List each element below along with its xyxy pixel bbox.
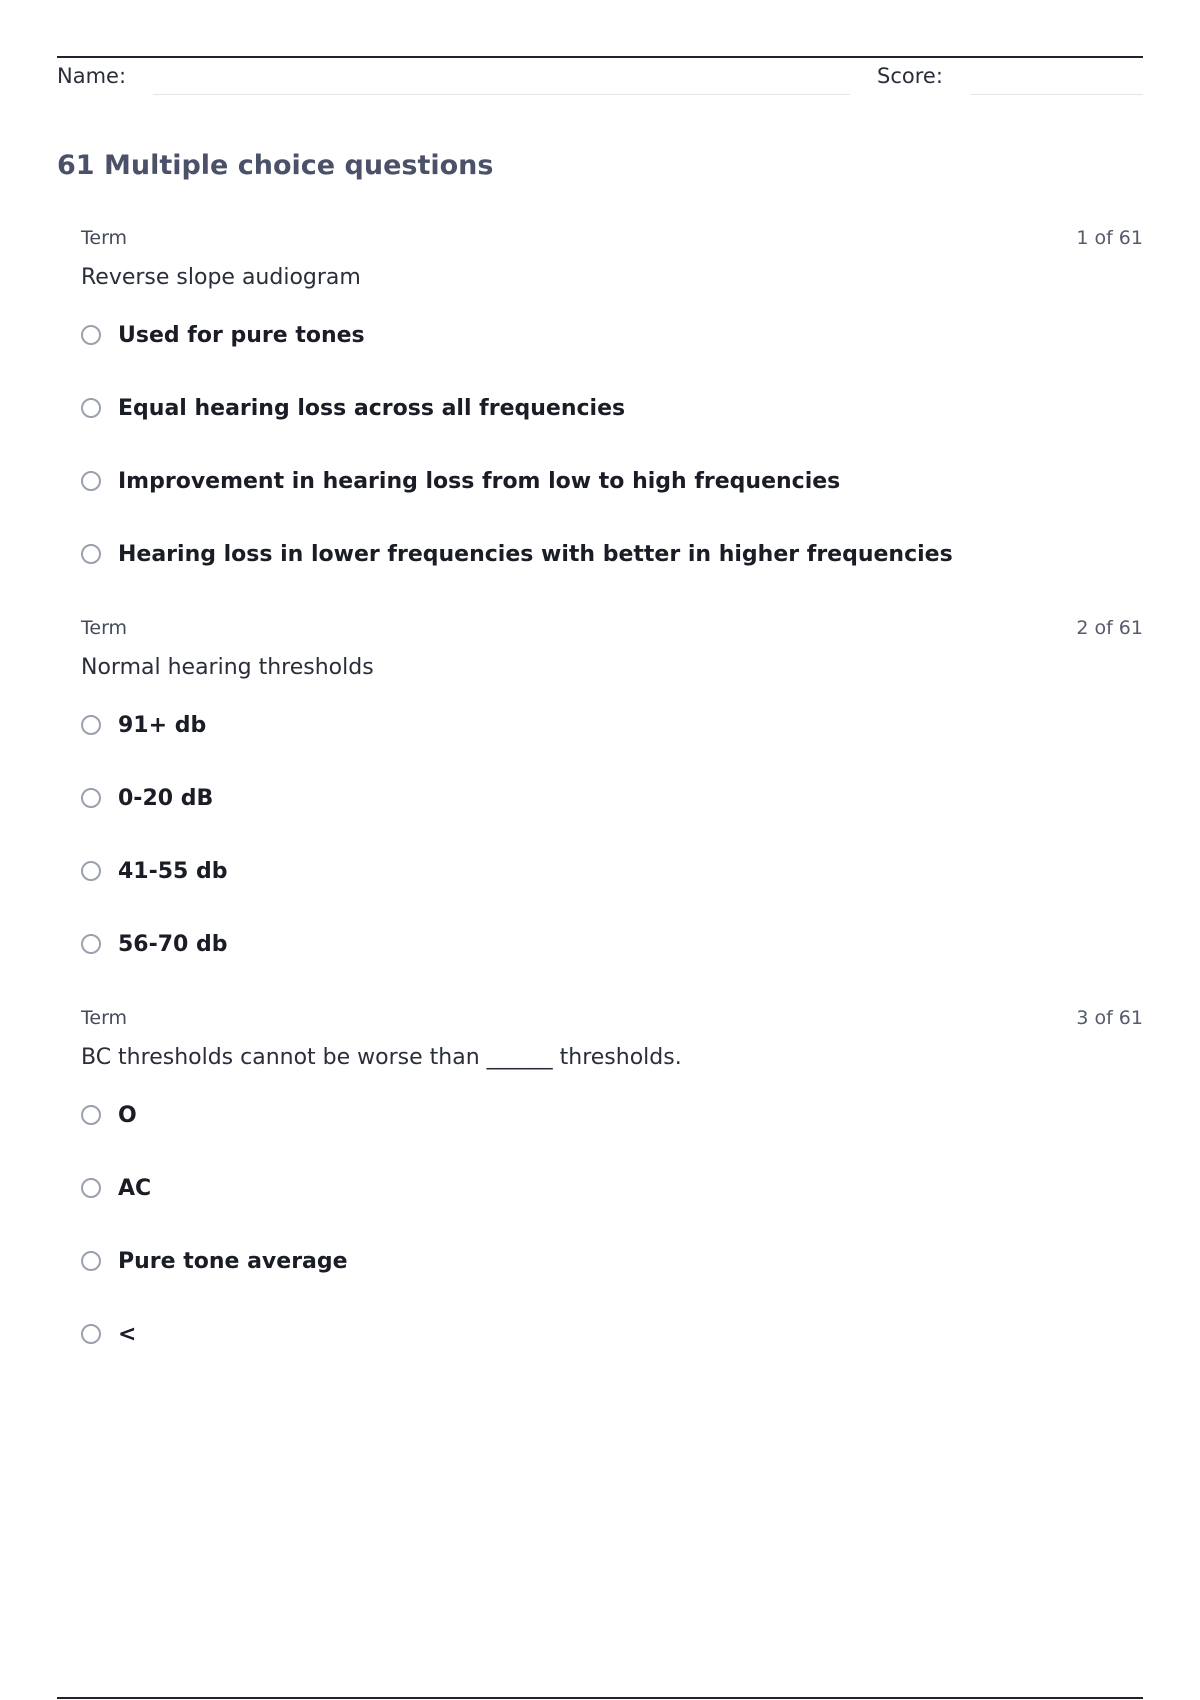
bottom-divider	[57, 1697, 1143, 1699]
option-label: 0-20 dB	[118, 786, 214, 811]
radio-button-icon[interactable]	[81, 1178, 101, 1198]
question-2	[81, 617, 1143, 957]
option-1c[interactable]	[81, 469, 1143, 542]
radio-button-icon[interactable]	[81, 788, 101, 808]
option-list	[81, 1103, 1143, 1395]
option-1b[interactable]	[81, 396, 1143, 469]
term-label: Term	[81, 617, 128, 639]
option-2c[interactable]	[81, 859, 1143, 932]
option-label: 91+ db	[118, 713, 207, 738]
option-2a[interactable]	[81, 713, 1143, 786]
question-header	[81, 617, 1143, 643]
score-field[interactable]	[970, 94, 1143, 95]
option-label: O	[118, 1103, 137, 1128]
option-3d[interactable]	[81, 1322, 1143, 1395]
option-3c[interactable]	[81, 1249, 1143, 1322]
option-label: Pure tone average	[118, 1249, 348, 1274]
radio-button-icon[interactable]	[81, 1105, 101, 1125]
question-counter: 1 of 61	[1076, 227, 1143, 249]
option-1d[interactable]	[81, 542, 1143, 615]
option-list	[81, 323, 1143, 615]
option-label: Used for pure tones	[118, 323, 365, 348]
option-3a[interactable]	[81, 1103, 1143, 1176]
radio-button-icon[interactable]	[81, 1324, 101, 1344]
question-header	[81, 227, 1143, 253]
question-prompt: Reverse slope audiogram	[81, 265, 361, 290]
option-2d[interactable]	[81, 932, 1143, 1005]
question-prompt: Normal hearing thresholds	[81, 655, 374, 680]
question-1	[81, 227, 1143, 567]
question-counter: 3 of 61	[1076, 1007, 1143, 1029]
question-3	[81, 1007, 1143, 1347]
term-label: Term	[81, 1007, 128, 1029]
worksheet-page	[57, 0, 1143, 1700]
term-label: Term	[81, 227, 128, 249]
radio-button-icon[interactable]	[81, 934, 101, 954]
radio-button-icon[interactable]	[81, 861, 101, 881]
name-field[interactable]	[153, 94, 850, 95]
radio-button-icon[interactable]	[81, 715, 101, 735]
radio-button-icon[interactable]	[81, 1251, 101, 1271]
option-2b[interactable]	[81, 786, 1143, 859]
option-label: Hearing loss in lower frequencies with better in higher frequencies	[118, 542, 953, 567]
option-list	[81, 713, 1143, 1005]
radio-button-icon[interactable]	[81, 544, 101, 564]
option-label: Equal hearing loss across all frequencies	[118, 396, 626, 421]
radio-button-icon[interactable]	[81, 325, 101, 345]
option-label: 56-70 db	[118, 932, 228, 957]
question-header	[81, 1007, 1143, 1033]
option-label: <	[118, 1322, 137, 1347]
radio-button-icon[interactable]	[81, 471, 101, 491]
question-counter: 2 of 61	[1076, 617, 1143, 639]
section-title: 61 Multiple choice questions	[57, 150, 494, 181]
option-3b[interactable]	[81, 1176, 1143, 1249]
option-1a[interactable]	[81, 323, 1143, 396]
score-label: Score:	[877, 64, 943, 88]
header-row	[57, 62, 1143, 98]
option-label: 41-55 db	[118, 859, 228, 884]
name-label: Name:	[57, 64, 127, 88]
top-divider	[57, 56, 1143, 58]
question-prompt: BC thresholds cannot be worse than ______ thresholds.	[81, 1045, 682, 1070]
option-label: AC	[118, 1176, 152, 1201]
radio-button-icon[interactable]	[81, 398, 101, 418]
option-label: Improvement in hearing loss from low to high frequencies	[118, 469, 841, 494]
